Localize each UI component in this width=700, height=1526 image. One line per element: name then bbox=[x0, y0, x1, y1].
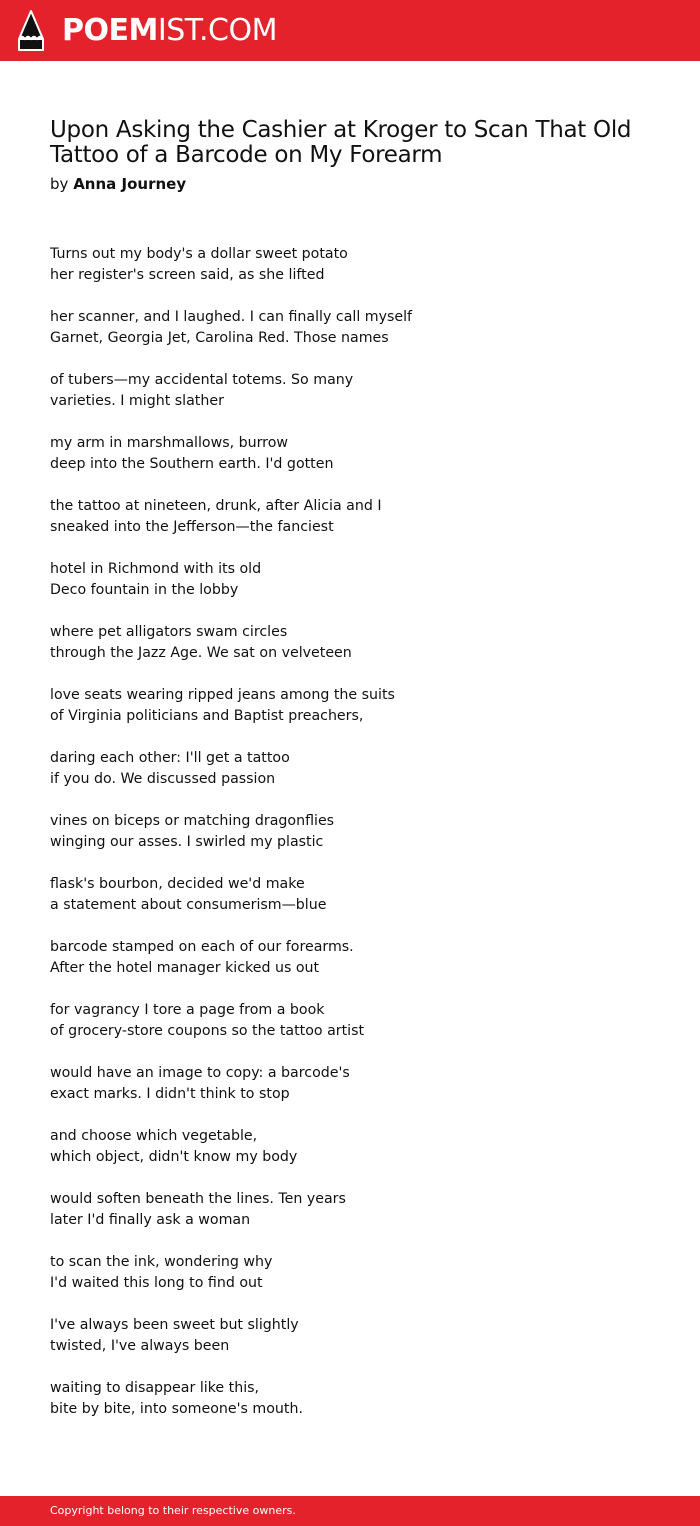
poem-line: would soften beneath the lines. Ten years bbox=[50, 1191, 346, 1207]
brand-light: IST.COM bbox=[157, 13, 277, 48]
poem-stanza bbox=[50, 307, 650, 349]
poem-line: if you do. We discussed passion bbox=[50, 771, 276, 787]
poem-stanza bbox=[50, 244, 650, 286]
poem-line: of Virginia politicians and Baptist preachers, bbox=[50, 708, 364, 724]
poem-stanza bbox=[50, 370, 650, 412]
pencil-tip-icon[interactable] bbox=[17, 9, 45, 52]
poem-line: her scanner, and I laughed. I can finally call myself bbox=[50, 309, 413, 325]
poem-line: where pet alligators swam circles bbox=[50, 624, 288, 640]
poem-line: of tubers—my accidental totems. So many bbox=[50, 372, 354, 388]
poem-line: vines on biceps or matching dragonflies bbox=[50, 813, 335, 829]
poem-stanza bbox=[50, 1063, 650, 1105]
site-footer bbox=[0, 1496, 700, 1526]
poem-stanza bbox=[50, 1315, 650, 1357]
byline bbox=[50, 174, 186, 194]
poem-line: deep into the Southern earth. I'd gotten bbox=[50, 456, 334, 472]
poem-line: bite by bite, into someone's mouth. bbox=[50, 1401, 303, 1417]
copyright-notice: Copyright belong to their respective owners. bbox=[50, 1504, 296, 1517]
poem-title: Upon Asking the Cashier at Kroger to Scan That Old Tattoo of a Barcode on My Forearm bbox=[50, 117, 632, 168]
poem-line: barcode stamped on each of our forearms. bbox=[50, 939, 354, 955]
brand-bold: POEM bbox=[62, 13, 158, 48]
poem-body bbox=[50, 244, 650, 1441]
poem-stanza bbox=[50, 1000, 650, 1042]
author-name[interactable]: Anna Journey bbox=[73, 175, 187, 193]
poem-line: winging our asses. I swirled my plastic bbox=[50, 834, 324, 850]
poem-line: her register's screen said, as she lifted bbox=[50, 267, 325, 283]
poem-line: Garnet, Georgia Jet, Carolina Red. Those names bbox=[50, 330, 389, 346]
poem-line: flask's bourbon, decided we'd make bbox=[50, 876, 305, 892]
site-logo-wordmark[interactable] bbox=[62, 11, 277, 51]
poem-stanza bbox=[50, 1189, 650, 1231]
poem-line: I'd waited this long to find out bbox=[50, 1275, 263, 1291]
poem-line: exact marks. I didn't think to stop bbox=[50, 1086, 290, 1102]
poem-stanza bbox=[50, 559, 650, 601]
poem-stanza bbox=[50, 1378, 650, 1420]
poem-stanza bbox=[50, 1126, 650, 1168]
poem-stanza bbox=[50, 496, 650, 538]
poem-line: Deco fountain in the lobby bbox=[50, 582, 239, 598]
poem-stanza bbox=[50, 937, 650, 979]
poem-line: through the Jazz Age. We sat on velveteen bbox=[50, 645, 352, 661]
poem-line: would have an image to copy: a barcode's bbox=[50, 1065, 350, 1081]
poem-stanza bbox=[50, 622, 650, 664]
poem-line: and choose which vegetable, bbox=[50, 1128, 258, 1144]
poem-line: which object, didn't know my body bbox=[50, 1149, 298, 1165]
poem-line: the tattoo at nineteen, drunk, after Alicia and I bbox=[50, 498, 382, 514]
poem-line: later I'd finally ask a woman bbox=[50, 1212, 251, 1228]
poem-stanza bbox=[50, 685, 650, 727]
poem-line: my arm in marshmallows, burrow bbox=[50, 435, 288, 451]
by-label: by bbox=[50, 175, 69, 193]
poem-stanza bbox=[50, 1252, 650, 1294]
poem-stanza bbox=[50, 811, 650, 853]
poem-stanza bbox=[50, 748, 650, 790]
poem-line: love seats wearing ripped jeans among the suits bbox=[50, 687, 395, 703]
poem-line: a statement about consumerism—blue bbox=[50, 897, 327, 913]
poem-line: twisted, I've always been bbox=[50, 1338, 230, 1354]
poem-line: for vagrancy I tore a page from a book bbox=[50, 1002, 325, 1018]
poem-line: After the hotel manager kicked us out bbox=[50, 960, 320, 976]
site-header bbox=[0, 0, 700, 61]
poem-line: sneaked into the Jefferson—the fanciest bbox=[50, 519, 334, 535]
poem-line: waiting to disappear like this, bbox=[50, 1380, 260, 1396]
poem-stanza bbox=[50, 433, 650, 475]
poem-line: Turns out my body's a dollar sweet potato bbox=[50, 246, 348, 262]
poem-line: varieties. I might slather bbox=[50, 393, 224, 409]
poem-line: of grocery-store coupons so the tattoo artist bbox=[50, 1023, 365, 1039]
poem-stanza bbox=[50, 874, 650, 916]
poem-line: I've always been sweet but slightly bbox=[50, 1317, 299, 1333]
poem-line: to scan the ink, wondering why bbox=[50, 1254, 273, 1270]
poem-line: daring each other: I'll get a tattoo bbox=[50, 750, 290, 766]
poem-line: hotel in Richmond with its old bbox=[50, 561, 262, 577]
